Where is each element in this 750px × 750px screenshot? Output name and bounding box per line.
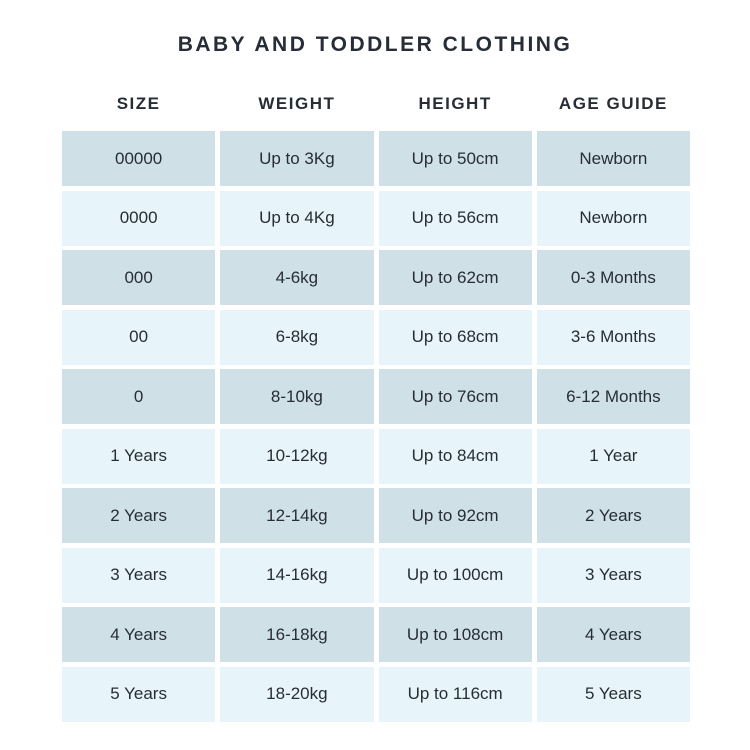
table-cell: Up to 50cm [379,131,532,186]
table-row [62,488,690,543]
table-cell: Newborn [537,191,690,246]
column-header-height: HEIGHT [418,94,492,113]
table-cell: Up to 62cm [379,250,532,305]
table-cell: Up to 84cm [379,429,532,484]
table-cell: 0-3 Months [537,250,690,305]
table-cell: Up to 3Kg [220,131,373,186]
table-row [62,131,690,186]
table-row [62,369,690,424]
table-cell: 4 Years [537,607,690,662]
table-row [62,548,690,603]
table-cell: 18-20kg [220,667,373,722]
table-cell: 16-18kg [220,607,373,662]
table-cell: 2 Years [537,488,690,543]
table-cell: Up to 92cm [379,488,532,543]
column-header-weight: WEIGHT [258,94,336,113]
table-cell: 8-10kg [220,369,373,424]
table-row [62,667,690,722]
table-cell: 00 [62,310,215,365]
table-cell: 2 Years [62,488,215,543]
size-chart [62,94,690,722]
table-cell: Up to 56cm [379,191,532,246]
column-header-age-guide: AGE GUIDE [558,94,668,113]
table-cell: 0000 [62,191,215,246]
table-cell: 12-14kg [220,488,373,543]
table-cell: 6-8kg [220,310,373,365]
table-cell: 0 [62,369,215,424]
table-cell: Up to 68cm [379,310,532,365]
table-row [62,250,690,305]
table-row [62,310,690,365]
table-cell: 4 Years [62,607,215,662]
column-header-size: SIZE [116,94,161,113]
table-cell: Up to 108cm [379,607,532,662]
table-cell: Up to 116cm [379,667,532,722]
table-cell: 000 [62,250,215,305]
table-cell: Up to 76cm [379,369,532,424]
table-cell: 10-12kg [220,429,373,484]
table-cell: 1 Years [62,429,215,484]
table-cell: 5 Years [537,667,690,722]
table-cell: 5 Years [62,667,215,722]
table-cell: Up to 100cm [379,548,532,603]
table-cell: Newborn [537,131,690,186]
table-cell: 3 Years [537,548,690,603]
table-cell: Up to 4Kg [220,191,373,246]
page-title: BABY AND TODDLER CLOTHING [177,33,573,56]
size-table [62,131,690,722]
table-cell: 6-12 Months [537,369,690,424]
table-cell: 3 Years [62,548,215,603]
table-cell: 1 Year [537,429,690,484]
table-cell: 00000 [62,131,215,186]
table-header [62,94,690,114]
table-row [62,429,690,484]
table-cell: 3-6 Months [537,310,690,365]
table-cell: 14-16kg [220,548,373,603]
table-row [62,607,690,662]
table-cell: 4-6kg [220,250,373,305]
table-row [62,191,690,246]
